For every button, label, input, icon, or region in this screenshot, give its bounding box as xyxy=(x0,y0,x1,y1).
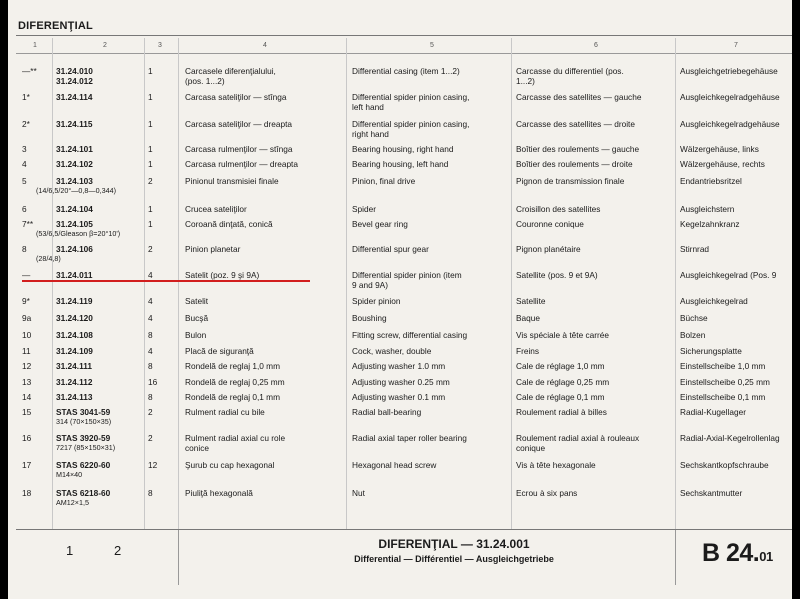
french-name-cell: Ecrou à six pans xyxy=(516,488,578,498)
quantity-cell: 2 xyxy=(148,407,153,417)
part-number-cell xyxy=(56,361,161,371)
position-cell: 1* xyxy=(22,92,30,102)
part-number-cell xyxy=(56,407,161,427)
romanian-name-cell: Rondelă de reglaj 0,1 mm xyxy=(185,392,281,402)
german-name-cell: Büchse xyxy=(680,313,708,323)
german-name-cell: Ausgleichkegelradgehäuse xyxy=(680,92,780,102)
part-number-cell xyxy=(56,488,161,508)
romanian-name-cell: Şurub cu cap hexagonal xyxy=(185,460,275,470)
german-name-cell: Ausgleichkegelrad xyxy=(680,296,748,306)
column-divider xyxy=(346,38,347,530)
part-number: 31.24.011 xyxy=(56,270,93,280)
part-number-cell xyxy=(36,244,161,264)
quantity-cell: 4 xyxy=(148,313,153,323)
english-name-cell: Cock, washer, double xyxy=(352,346,432,356)
position-cell: 15 xyxy=(22,407,32,417)
german-name-cell: Wälzergehäuse, rechts xyxy=(680,159,765,169)
part-number-cell xyxy=(56,330,161,340)
position-cell: —** xyxy=(22,66,37,76)
footer-title: DIFERENŢIAL — 31.24.001 xyxy=(378,537,530,551)
german-name-cell: Sicherungsplatte xyxy=(680,346,742,356)
romanian-name-cell: Rulment radial cu bile xyxy=(185,407,265,417)
part-number-cell xyxy=(56,392,161,402)
position-cell: 9* xyxy=(22,296,30,306)
english-name-cell: Fitting screw, differential casing xyxy=(352,330,468,340)
english-name-cell: Radial axial taper roller bearing xyxy=(352,433,467,443)
part-number-cell xyxy=(56,159,161,169)
position-cell: 14 xyxy=(22,392,32,402)
part-spec: AM12×1,5 xyxy=(56,498,89,507)
french-name-cell: Vis spéciale à tête carrée xyxy=(516,330,610,340)
position-cell: — xyxy=(22,270,31,280)
position-cell: 7** xyxy=(22,219,34,229)
position-cell: 12 xyxy=(22,361,32,371)
quantity-cell: 2 xyxy=(148,176,153,186)
romanian-name-cell: Placă de siguranţă xyxy=(185,346,254,356)
quantity-cell: 8 xyxy=(148,488,153,498)
quantity-cell: 1 xyxy=(148,159,153,169)
position-cell: 13 xyxy=(22,377,32,387)
part-number-cell xyxy=(56,346,161,356)
german-name-cell: Einstellscheibe 0,1 mm xyxy=(680,392,766,402)
german-name-cell: Radial-Axial-Kegelrollenlag xyxy=(680,433,780,443)
english-name-cell: Adjusting washer 0.1 mm xyxy=(352,392,446,402)
quantity-cell: 16 xyxy=(148,377,158,387)
romanian-name-cell: Pinionul transmisiei finale xyxy=(185,176,279,186)
quantity-cell: 8 xyxy=(148,361,153,371)
english-name-cell: Bearing housing, right hand xyxy=(352,144,454,154)
quantity-cell: 1 xyxy=(148,219,153,229)
french-name-cell: Carcasse des satellites — droite xyxy=(516,119,635,129)
page-code-main: B 24. xyxy=(702,539,760,567)
french-name-cell: Freins xyxy=(516,346,540,356)
quantity-cell: 1 xyxy=(148,92,153,102)
romanian-name-cell: Piuliţă hexagonală xyxy=(185,488,253,498)
part-number: 31.24.114 xyxy=(56,92,93,102)
french-name-cell: Baque xyxy=(516,313,540,323)
french-name-cell: Cale de réglage 0,1 mm xyxy=(516,392,605,402)
romanian-name-cell: Pinion planetar xyxy=(185,244,241,254)
position-cell: 9a xyxy=(22,313,32,323)
part-spec: (53/6,5/Gleason β=20°10') xyxy=(36,229,121,238)
english-name-cell: Pinion, final drive xyxy=(352,176,416,186)
english-name-cell: Nut xyxy=(352,488,365,498)
part-number: 31.24.113 xyxy=(56,392,93,402)
english-name-cell: Bevel gear ring xyxy=(352,219,408,229)
position-cell: 17 xyxy=(22,460,32,470)
part-number-cell xyxy=(56,204,161,214)
part-number-cell xyxy=(36,219,161,239)
part-number: 31.24.109 xyxy=(56,346,93,356)
part-number-cell xyxy=(56,433,161,453)
footer-number-1: 1 xyxy=(66,543,74,558)
french-name-cell: Couronne conique xyxy=(516,219,584,229)
english-name-cell: Differential spider pinion casing, left hand xyxy=(352,92,470,112)
column-header-5: 5 xyxy=(430,42,434,49)
german-name-cell: Einstellscheibe 1,0 mm xyxy=(680,361,766,371)
part-number: STAS 6218-60 xyxy=(56,488,111,498)
french-name-cell: Carcasse des satellites — gauche xyxy=(516,92,642,102)
german-name-cell: Einstellscheibe 0,25 mm xyxy=(680,377,770,387)
column-divider xyxy=(675,38,676,530)
english-name-cell: Boushing xyxy=(352,313,387,323)
french-name-cell: Pignon planétaire xyxy=(516,244,581,254)
position-cell: 6 xyxy=(22,204,27,214)
english-name-cell: Adjusting washer 1.0 mm xyxy=(352,361,446,371)
romanian-name-cell: Coroană dinţată, conică xyxy=(185,219,273,229)
quantity-cell: 1 xyxy=(148,144,153,154)
romanian-name-cell: Carcasele diferenţialului, (pos. 1...2) xyxy=(185,66,276,86)
english-name-cell: Differential spur gear xyxy=(352,244,429,254)
column-header-1: 1 xyxy=(33,42,37,49)
french-name-cell: Roulement radial axial à rouleaux conique xyxy=(516,433,640,453)
part-number-cell xyxy=(56,313,161,323)
part-number-cell xyxy=(56,377,161,387)
page-code xyxy=(702,539,773,568)
german-name-cell: Endantriebsritzel xyxy=(680,176,742,186)
romanian-name-cell: Satelit xyxy=(185,296,209,306)
english-name-cell: Adjusting washer 0.25 mm xyxy=(352,377,450,387)
part-number: STAS 3041-59 xyxy=(56,407,111,417)
english-name-cell: Hexagonal head screw xyxy=(352,460,437,470)
part-number-cell xyxy=(56,270,161,280)
position-cell: 16 xyxy=(22,433,32,443)
french-name-cell: Boîtier des roulements — droite xyxy=(516,159,633,169)
french-name-cell: Cale de réglage 0,25 mm xyxy=(516,377,610,387)
romanian-name-cell: Carcasa rulmenţilor — stînga xyxy=(185,144,293,154)
part-number: STAS 3920-59 xyxy=(56,433,111,443)
column-divider xyxy=(178,38,179,530)
quantity-cell: 2 xyxy=(148,244,153,254)
part-spec: M14×40 xyxy=(56,470,83,479)
part-number: 31.24.119 xyxy=(56,296,93,306)
german-name-cell: Ausgleichkegelrad (Pos. 9 xyxy=(680,270,777,280)
part-number-cell xyxy=(56,66,161,86)
romanian-name-cell: Rondelă de reglaj 1,0 mm xyxy=(185,361,281,371)
top-rule xyxy=(16,35,792,36)
part-number: 31.24.105 xyxy=(56,219,93,229)
french-name-cell: Pignon de transmission finale xyxy=(516,176,625,186)
part-number-cell xyxy=(56,119,161,129)
column-divider xyxy=(144,38,145,530)
part-number: 31.24.010 31.24.012 xyxy=(56,66,93,86)
quantity-cell: 2 xyxy=(148,433,153,443)
german-name-cell: Ausgleichkegelradgehäuse xyxy=(680,119,780,129)
english-name-cell: Spider xyxy=(352,204,376,214)
quantity-cell: 4 xyxy=(148,270,153,280)
column-header-4: 4 xyxy=(263,42,267,49)
column-header-2: 2 xyxy=(103,42,107,49)
column-divider xyxy=(52,38,53,530)
english-name-cell: Differential spider pinion casing, right hand xyxy=(352,119,470,139)
german-name-cell: Sechskantmutter xyxy=(680,488,743,498)
part-spec: 7217 (85×150×31) xyxy=(56,443,116,452)
french-name-cell: Satellite xyxy=(516,296,546,306)
french-name-cell: Cale de réglage 1,0 mm xyxy=(516,361,605,371)
position-cell: 11 xyxy=(22,346,31,356)
french-name-cell: Satellite (pos. 9 et 9A) xyxy=(516,270,598,280)
german-name-cell: Ausgleichstern xyxy=(680,204,735,214)
french-name-cell: Vis à tête hexagonale xyxy=(516,460,596,470)
part-number: 31.24.108 xyxy=(56,330,93,340)
french-name-cell: Boîtier des roulements — gauche xyxy=(516,144,640,154)
romanian-name-cell: Bucşă xyxy=(185,313,209,323)
quantity-cell: 1 xyxy=(148,66,153,76)
romanian-name-cell: Carcasa sateliţilor — stînga xyxy=(185,92,287,102)
part-number: 31.24.112 xyxy=(56,377,93,387)
position-cell: 3 xyxy=(22,144,27,154)
german-name-cell: Wälzergehäuse, links xyxy=(680,144,759,154)
quantity-cell: 1 xyxy=(148,119,153,129)
column-header-7: 7 xyxy=(734,42,738,49)
english-name-cell: Radial ball-bearing xyxy=(352,407,422,417)
position-cell: 8 xyxy=(22,244,27,254)
german-name-cell: Kegelzahnkranz xyxy=(680,219,740,229)
part-spec: (28/4,8) xyxy=(36,254,61,263)
position-cell: 18 xyxy=(22,488,32,498)
part-spec: 314 (70×150×35) xyxy=(56,417,112,426)
quantity-cell: 4 xyxy=(148,346,153,356)
part-spec: (14/6,5/20°—0,8—0,344) xyxy=(36,186,116,195)
english-name-cell: Differential casing (item 1...2) xyxy=(352,66,460,76)
english-name-cell: Bearing housing, left hand xyxy=(352,159,449,169)
romanian-name-cell: Rondelă de reglaj 0,25 mm xyxy=(185,377,285,387)
page-title: DIFERENŢIAL xyxy=(18,20,93,32)
footer-number-2: 2 xyxy=(114,543,122,558)
quantity-cell: 8 xyxy=(148,330,153,340)
french-name-cell: Roulement radial à billes xyxy=(516,407,607,417)
part-number: STAS 6220-60 xyxy=(56,460,111,470)
quantity-cell: 1 xyxy=(148,204,153,214)
part-number: 31.24.115 xyxy=(56,119,93,129)
english-name-cell: Differential spider pinion (item 9 and 9A) xyxy=(352,270,462,290)
part-number: 31.24.104 xyxy=(56,204,93,214)
column-header-3: 3 xyxy=(158,42,162,49)
quantity-cell: 12 xyxy=(148,460,158,470)
romanian-name-cell: Bulon xyxy=(185,330,207,340)
position-cell: 5 xyxy=(22,176,27,186)
part-number-cell xyxy=(56,460,161,480)
romanian-name-cell: Satelit (poz. 9 şi 9A) xyxy=(185,270,260,280)
english-name-cell: Spider pinion xyxy=(352,296,401,306)
romanian-name-cell: Crucea sateliţilor xyxy=(185,204,247,214)
footer-divider xyxy=(675,530,676,585)
position-cell: 2* xyxy=(22,119,30,129)
red-underline-annotation xyxy=(22,280,310,282)
part-number: 31.24.103 xyxy=(56,176,93,186)
part-number: 31.24.120 xyxy=(56,313,93,323)
part-number: 31.24.102 xyxy=(56,159,93,169)
part-number: 31.24.106 xyxy=(56,244,93,254)
position-cell: 10 xyxy=(22,330,32,340)
quantity-cell: 4 xyxy=(148,296,153,306)
part-number: 31.24.101 xyxy=(56,144,93,154)
romanian-name-cell: Carcasa sateliţilor — dreapta xyxy=(185,119,292,129)
french-name-cell: Carcasse du differentiel (pos. 1...2) xyxy=(516,66,624,86)
position-cell: 4 xyxy=(22,159,27,169)
part-number-cell xyxy=(56,92,161,102)
german-name-cell: Radial-Kugellager xyxy=(680,407,746,417)
german-name-cell: Stirnrad xyxy=(680,244,710,254)
part-number-cell xyxy=(56,144,161,154)
footer-subtitle: Differential — Différentiel — Ausgleichgetriebe xyxy=(354,554,554,564)
part-number-cell xyxy=(56,296,161,306)
column-header-6: 6 xyxy=(594,42,598,49)
page-code-suffix: 01 xyxy=(759,549,773,564)
quantity-cell: 8 xyxy=(148,392,153,402)
german-name-cell: Sechskantkopfschraube xyxy=(680,460,769,470)
german-name-cell: Ausgleichgetriebegehäuse xyxy=(680,66,778,76)
romanian-name-cell: Rulment radial axial cu role conice xyxy=(185,433,286,453)
french-name-cell: Croisillon des satellites xyxy=(516,204,601,214)
romanian-name-cell: Carcasa rulmenţilor — dreapta xyxy=(185,159,298,169)
german-name-cell: Bolzen xyxy=(680,330,706,340)
part-number-cell xyxy=(36,176,161,196)
footer-divider xyxy=(178,530,179,585)
part-number: 31.24.111 xyxy=(56,361,92,371)
catalog-page xyxy=(8,0,792,599)
